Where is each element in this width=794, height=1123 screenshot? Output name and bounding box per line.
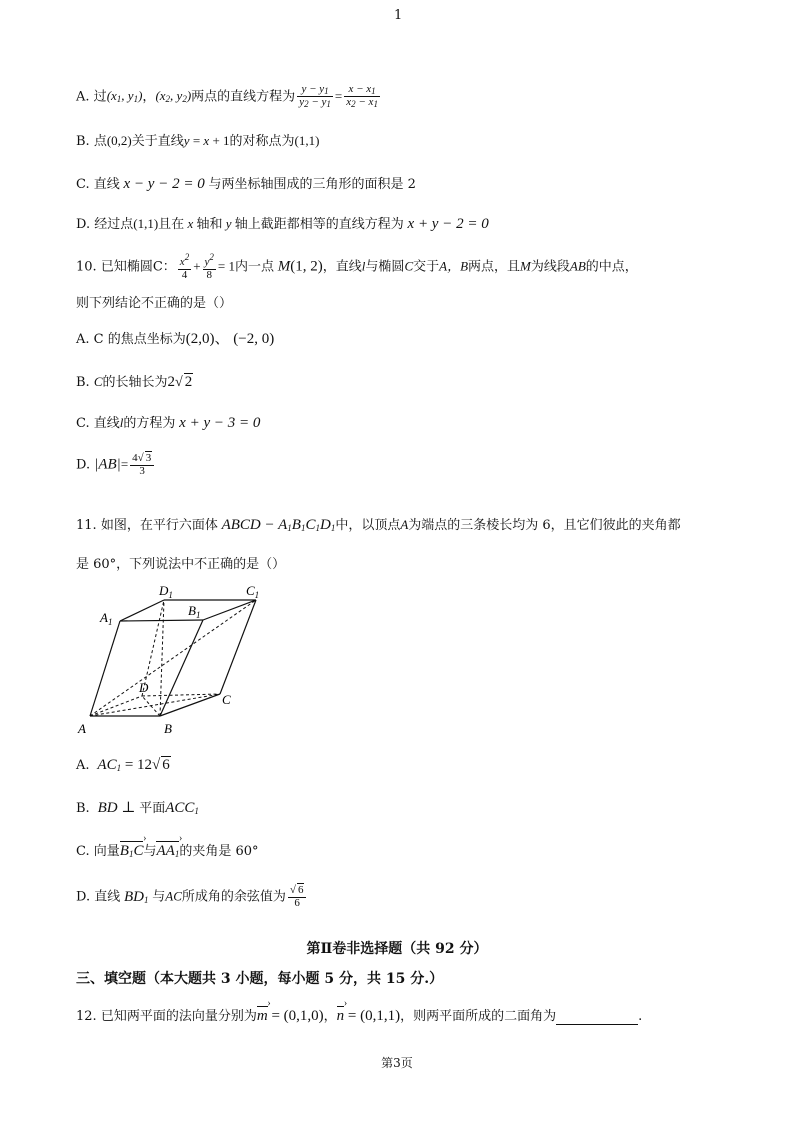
option-label: A. [76, 89, 90, 105]
page-number-top: 1 [394, 8, 403, 23]
fraction: $\frac{x^2}{4}$ [179, 252, 190, 281]
label-a1: $A_1$ [100, 610, 113, 627]
q9-option-d: D. 经过点(1,1)且在 x 轴和 y 轴上截距都相等的直线方程为 x + y − 2 = 0 [76, 216, 489, 232]
fraction: $\frac{y^2}{8}$ [204, 252, 214, 281]
q11-option-a: A. $AC_1 = 12√$ 6 [76, 757, 170, 773]
label-a: A [78, 721, 86, 736]
q11-option-d: D. 直线 $BD_1$ 与AC所成角的余弦值为 $\frac{√ 6}{6}$ [76, 885, 308, 909]
section-title: 第Ⅱ卷非选择题（共 92 分） [306, 941, 488, 957]
label-b: B [164, 721, 172, 736]
q10-option-b: B. C的长轴长为2√ 2 [76, 374, 193, 390]
q11-stem: 11. 如图，在平行六面体 ABCD − $A_1B_1C_1D_1$中，以顶点A为端点的三条棱长均为 6，且它们彼此的夹角都 [76, 517, 681, 533]
fraction: $\frac{x - x_1}{x_2 - x_1}$ [346, 83, 378, 110]
q10-stem: 10. 已知椭圆C： $\frac{x^2}{4}$ + $\frac{y^2}{8}$ = 1内一点 M(1, 2)，直线l与椭圆C交于A，B两点，且M为线段AB的中点， [76, 252, 638, 281]
label-c: C [222, 692, 231, 707]
fraction: $\frac{4√ 3}{3}$ [130, 453, 154, 477]
q9-option-a: A. 过($x_1$, $y_1$)，($x_2$, $y_2$)两点的直线方程为 $\frac{y - y_1}{y_2 - y_1}$ = $\frac{x - x_1}{x_2 - x_1}$ [76, 83, 378, 110]
part-three-heading: 三、填空题（本大题共 3 小题，每小题 5 分，共 15 分.） [76, 971, 444, 987]
q12-stem: 12. 已知两平面的法向量分别为m › = (0,1,0)，n › = (0,1,1)，则两平面所成的二面角为 . [76, 1005, 642, 1025]
parallelepiped-figure [70, 578, 270, 738]
label-c1: $C_1$ [246, 583, 260, 600]
q10-option-c: C. 直线l的方程为 x + y − 3 = 0 [76, 415, 261, 431]
page-footer: 第3页 [381, 1056, 413, 1070]
label-d: D [139, 680, 149, 695]
q10-stem-line2: 则下列结论不正确的是（） [76, 296, 233, 311]
label-d1: $D_1$ [159, 583, 173, 600]
q10-option-d: D. |AB|= $\frac{4√ 3}{3}$ [76, 453, 156, 477]
q11-option-b: B. BD ⊥ 平面$ACC_1$ [76, 800, 199, 816]
q11-option-c: C. 向量$B_1C$ ›与$AA_1$ ›的夹角是 60° [76, 840, 259, 860]
answer-blank [556, 1012, 638, 1025]
q9-option-c: C. 直线 x − y − 2 = 0 与两坐标轴围成的三角形的面积是 2 [76, 176, 416, 192]
label-b1: $B_1$ [188, 603, 201, 620]
q10-option-a: A. C 的焦点坐标为(2,0)、 (−2, 0) [76, 331, 275, 347]
fraction: $\frac{y - y_1}{y_2 - y_1}$ [299, 83, 331, 110]
q9-option-b: B. 点(0,2)关于直线y = x + 1的对称点为(1,1) [76, 133, 320, 149]
fraction: $\frac{√ 6}{6}$ [288, 885, 307, 909]
q11-stem-line2: 是 60°，下列说法中不正确的是（） [76, 557, 286, 572]
